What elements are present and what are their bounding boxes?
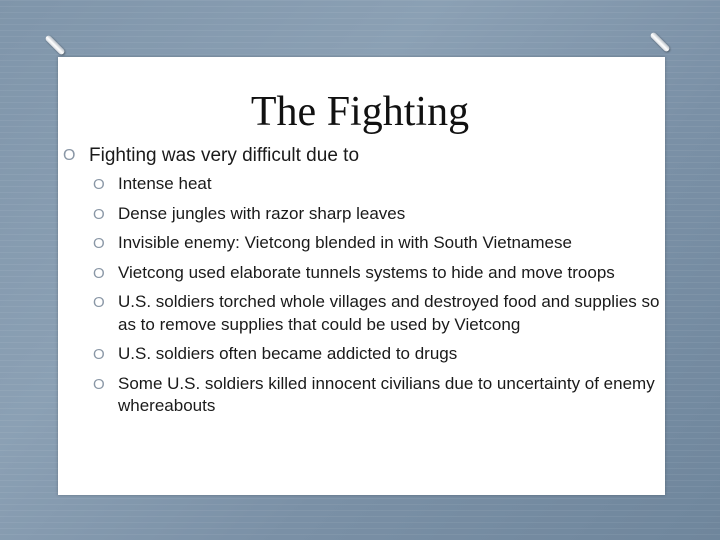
main-bullet (63, 144, 623, 168)
sub-bullet (93, 291, 663, 336)
main-bullet-list (63, 144, 623, 168)
bullet-marker-icon: O (93, 294, 105, 311)
bullet-marker-icon: O (93, 346, 105, 363)
sub-bullet-list (93, 173, 663, 425)
bullet-marker-icon: O (93, 176, 105, 193)
sub-bullet-text: U.S. soldiers torched whole villages and destroyed food and supplies so as to remove supplies that could be used by Vietcong (118, 292, 660, 334)
sub-bullet-text: Dense jungles with razor sharp leaves (118, 203, 406, 223)
sub-bullet (93, 173, 663, 196)
slide-title: The Fighting (250, 89, 470, 135)
sub-bullet (93, 373, 663, 418)
sub-bullet (93, 262, 663, 285)
sub-bullet (93, 203, 663, 226)
sub-bullet-text: Invisible enemy: Vietcong blended in with South Vietnamese (118, 233, 572, 252)
sub-bullet (93, 343, 663, 366)
bullet-marker-icon: O (93, 235, 105, 252)
sub-bullet-text: Some U.S. soldiers killed innocent civilians due to uncertainty of enemy whereabouts (118, 373, 655, 415)
bullet-marker-icon: O (93, 264, 105, 282)
main-bullet-text: Fighting was very difficult due to (89, 145, 360, 166)
bullet-marker-icon: O (93, 375, 105, 393)
bullet-marker-icon: O (93, 205, 105, 223)
sub-bullet-text: U.S. soldiers often became addicted to drugs (118, 344, 458, 363)
sub-bullet-text: Vietcong used elaborate tunnels systems to hide and move troops (118, 262, 615, 282)
sub-bullet-text: Intense heat (118, 174, 212, 193)
thumbtack-icon-left (45, 35, 65, 55)
sub-bullet (93, 232, 663, 255)
thumbtack-icon-right (650, 32, 670, 52)
bullet-marker-icon: O (63, 147, 76, 164)
